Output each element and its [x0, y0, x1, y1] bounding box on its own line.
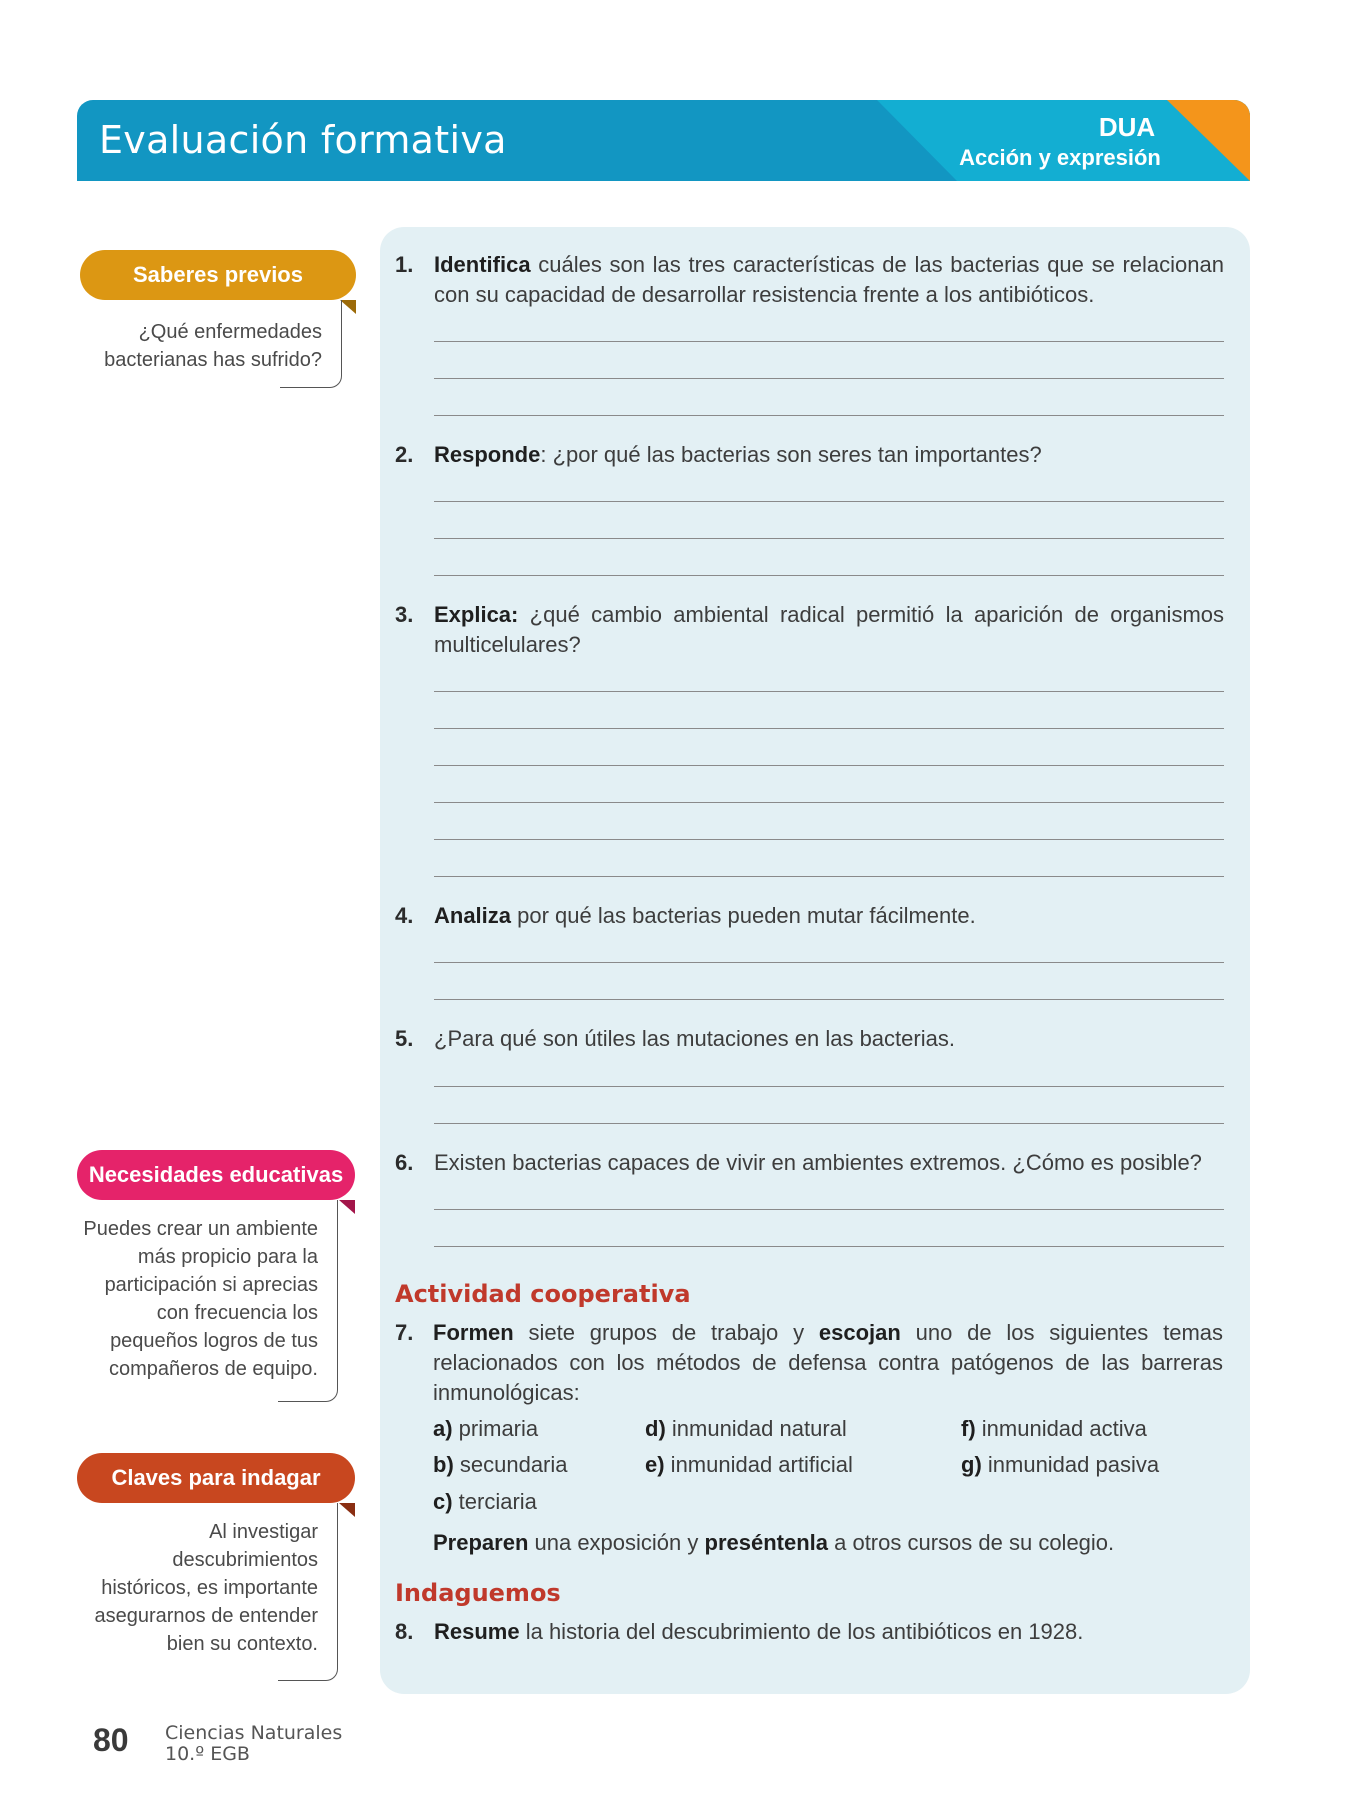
option-e — [645, 1452, 853, 1478]
answer-line[interactable] — [434, 876, 1224, 877]
question-text — [434, 600, 1224, 660]
answer-line[interactable] — [434, 962, 1224, 963]
header-banner — [77, 100, 1250, 181]
option-letter: a) — [433, 1416, 453, 1441]
necesidades-line: compañeros de equipo. — [108, 1358, 318, 1380]
option-d — [645, 1416, 847, 1442]
necesidades-educativas-tab — [77, 1150, 355, 1200]
question-2 — [395, 440, 1225, 472]
answer-line[interactable] — [434, 802, 1224, 803]
claves-para-indagar-tab — [77, 1453, 355, 1503]
option-letter: g) — [961, 1452, 982, 1477]
page-title: Evaluación formativa — [99, 118, 507, 162]
option-text: primaria — [452, 1416, 539, 1441]
question-verb: Formen — [433, 1320, 514, 1345]
subject-name: Ciencias Naturales — [165, 1722, 343, 1744]
question-number: 4. — [395, 903, 414, 928]
question-verb: Responde — [434, 442, 541, 467]
option-text: inmunidad natural — [665, 1416, 847, 1441]
question-number: 6. — [395, 1150, 414, 1175]
question-text — [434, 901, 1224, 931]
option-text: terciaria — [452, 1489, 537, 1514]
dua-title: DUA — [1098, 112, 1156, 142]
grade-label: 10.º EGB — [165, 1743, 250, 1765]
question-3 — [395, 600, 1225, 662]
claves-line: descubrimientos — [172, 1549, 318, 1571]
claves-fold — [339, 1503, 355, 1517]
answer-line[interactable] — [434, 575, 1224, 576]
indaguemos-heading: Indaguemos — [395, 1579, 561, 1607]
actividad-cooperativa-heading: Actividad cooperativa — [395, 1280, 691, 1308]
answer-line[interactable] — [434, 378, 1224, 379]
question-body: siete grupos de trabajo y — [513, 1320, 819, 1345]
saberes-previos-title: Saberes previos — [133, 262, 303, 287]
option-letter: f) — [961, 1416, 976, 1441]
saberes-line: ¿Qué enfermedades — [138, 321, 322, 343]
claves-line: Al investigar — [209, 1521, 318, 1543]
question-body: por qué las bacterias pueden mutar fácilmente. — [511, 903, 976, 928]
answer-line[interactable] — [434, 1209, 1224, 1210]
answer-line[interactable] — [434, 765, 1224, 766]
necesidades-line: participación si aprecias — [104, 1274, 318, 1296]
question-8 — [395, 1617, 1225, 1649]
option-b — [433, 1452, 568, 1478]
question-body: la historia del descubrimiento de los antibióticos en 1928. — [519, 1619, 1084, 1644]
option-letter: b) — [433, 1452, 454, 1477]
subject-label — [165, 1723, 342, 1765]
necesidades-line: Puedes crear un ambiente — [83, 1218, 318, 1240]
claves-line: históricos, es importante — [101, 1577, 318, 1599]
question-text — [434, 1024, 1224, 1054]
saberes-previos-tab — [80, 250, 356, 300]
necesidades-line: pequeños logros de tus — [110, 1330, 318, 1352]
question-number: 5. — [395, 1026, 414, 1051]
question-number: 2. — [395, 442, 414, 467]
answer-line[interactable] — [434, 999, 1224, 1000]
answer-line[interactable] — [434, 501, 1224, 502]
answer-line[interactable] — [434, 839, 1224, 840]
answer-line[interactable] — [434, 341, 1224, 342]
saberes-fold — [340, 300, 356, 314]
claves-para-indagar-text — [60, 1518, 318, 1658]
page-number: 80 — [93, 1722, 129, 1758]
necesidades-line: con frecuencia los — [156, 1302, 318, 1324]
option-f — [961, 1416, 1147, 1442]
question-6 — [395, 1148, 1225, 1180]
question-body: ¿qué cambio ambiental radical permitió la aparición de organismos multicelulares? — [434, 602, 1224, 657]
question-4 — [395, 901, 1225, 933]
question-verb: Explica: — [434, 602, 519, 627]
option-text: inmunidad artificial — [664, 1452, 853, 1477]
saberes-line: bacterianas has sufrido? — [104, 349, 322, 371]
question-number: 8. — [395, 1619, 414, 1644]
question-verb: Identifica — [434, 252, 531, 277]
option-text: inmunidad activa — [975, 1416, 1147, 1441]
option-a — [433, 1416, 538, 1442]
necesidades-fold — [339, 1200, 355, 1214]
answer-line[interactable] — [434, 415, 1224, 416]
option-letter: c) — [433, 1489, 453, 1514]
question-7 — [395, 1318, 1225, 1410]
question-body: cuáles son las tres características de las bacterias que se relacionan con su capacidad de desarrollar resistencia frente a los antibióticos. — [434, 252, 1224, 307]
option-letter: e) — [645, 1452, 665, 1477]
option-text: secundaria — [453, 1452, 568, 1477]
necesidades-educativas-text — [60, 1215, 318, 1383]
question-text — [433, 1318, 1223, 1408]
question-number: 7. — [395, 1320, 414, 1345]
dua-subtitle: Acción y expresión — [959, 145, 1161, 170]
question-text — [434, 440, 1224, 470]
option-text: inmunidad pasiva — [981, 1452, 1160, 1477]
instruction-text: a otros cursos de su colegio. — [828, 1530, 1115, 1555]
answer-line[interactable] — [434, 1086, 1224, 1087]
question-5 — [395, 1024, 1225, 1056]
question-1 — [395, 250, 1225, 312]
option-g — [961, 1452, 1159, 1478]
question-verb: Analiza — [434, 903, 512, 928]
question-number: 1. — [395, 252, 414, 277]
question-text — [434, 1617, 1224, 1647]
question-body: Existen bacterias capaces de vivir en ambientes extremos. ¿Cómo es posible? — [434, 1150, 1202, 1175]
answer-line[interactable] — [434, 691, 1224, 692]
saberes-previos-text — [80, 318, 322, 374]
option-letter: d) — [645, 1416, 666, 1441]
instruction-verb: Preparen — [433, 1530, 529, 1555]
question-text — [434, 1148, 1224, 1178]
necesidades-educativas-title: Necesidades educativas — [88, 1162, 344, 1187]
instruction-verb: preséntenla — [704, 1530, 828, 1555]
claves-line: asegurarnos de entender — [94, 1605, 318, 1627]
instruction-text: una exposición y — [528, 1530, 705, 1555]
necesidades-line: más propicio para la — [137, 1246, 318, 1268]
question-body: uno de los siguientes temas relacionados con los métodos de defensa contra patógenos de las barreras inmunológicas: — [433, 1320, 1223, 1405]
answer-line[interactable] — [434, 538, 1224, 539]
question-text — [434, 250, 1224, 310]
cooperativa-instruction — [433, 1530, 1114, 1556]
claves-para-indagar-title: Claves para indagar — [111, 1465, 321, 1490]
claves-line: bien su contexto. — [166, 1633, 318, 1655]
answer-line[interactable] — [434, 1246, 1224, 1247]
question-verb: escojan — [818, 1320, 901, 1345]
question-body: : ¿por qué las bacterias son seres tan importantes? — [540, 442, 1042, 467]
answer-line[interactable] — [434, 1123, 1224, 1124]
option-c — [433, 1489, 537, 1515]
question-verb: Resume — [434, 1619, 520, 1644]
question-body: ¿Para qué son útiles las mutaciones en las bacterias. — [434, 1026, 955, 1051]
question-number: 3. — [395, 602, 414, 627]
answer-line[interactable] — [434, 728, 1224, 729]
